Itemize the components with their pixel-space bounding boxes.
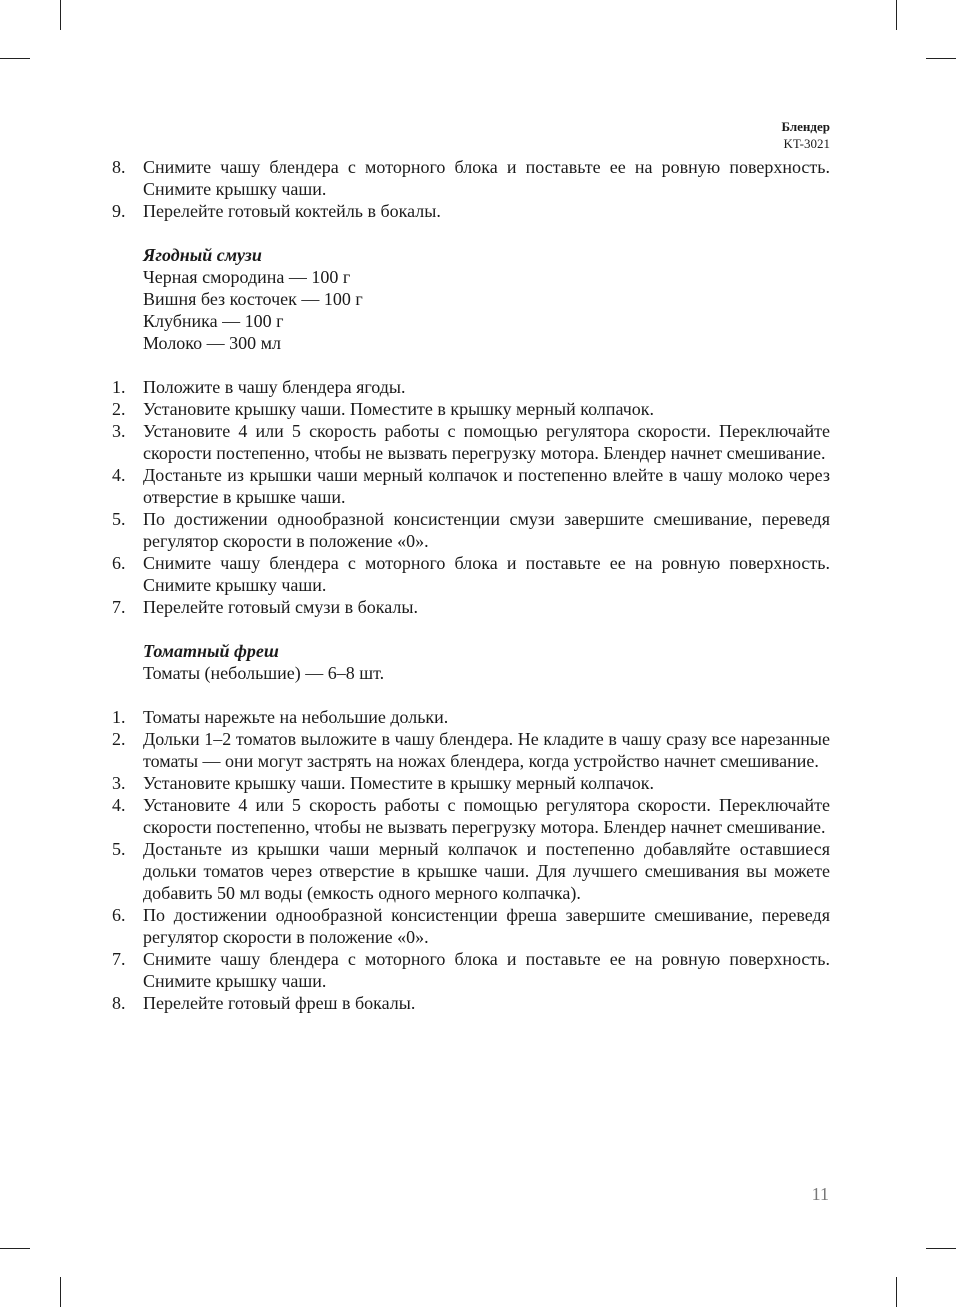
crop-mark [0,58,30,59]
list-item: 6. Снимите чашу блендера с моторного блока и поставьте ее на ровную поверхность. Снимите крышку чаши. [112,553,830,595]
ingredient: Томаты (небольшие) — 6–8 шт. [143,663,385,683]
crop-mark [60,1277,61,1307]
list-item: 2. Дольки 1–2 томатов выложите в чашу блендера. Не кладите в чашу сразу все нарезанные томаты — они могут застрять на ножах блендера, когда устройство начнет смешивание. [112,729,830,771]
ingredient: Молоко — 300 мл [143,333,282,353]
crop-mark [60,0,61,30]
smoothie-steps [112,376,830,618]
list-item: 1. Положите в чашу блендера ягоды. [112,377,406,397]
list-item: 7. Снимите чашу блендера с моторного блока и поставьте ее на ровную поверхность. Снимите крышку чаши. [112,949,830,991]
page-number: 11 [811,1184,829,1204]
list-item: 9. Перелейте готовый коктейль в бокалы. [112,201,441,221]
ingredient: Черная смородина — 100 г [143,267,351,287]
fresh-recipe [143,640,830,684]
crop-mark [0,1248,30,1249]
smoothie-recipe [143,244,830,354]
list-item: 3. Установите 4 или 5 скорость работы с помощью регулятора скорости. Переключайте скорости постепенно, чтобы не вызвать перегрузку мотора. Блендер начнет смешивание. [112,421,830,463]
recipe-title: Ягодный смузи [143,245,262,265]
list-item: 2. Установите крышку чаши. Поместите в крышку мерный колпачок. [112,399,655,419]
crop-mark [926,58,956,59]
list-item: 8. Снимите чашу блендера с моторного блока и поставьте ее на ровную поверхность. Снимите крышку чаши. [112,157,830,199]
header-model: KT-3021 [783,136,830,151]
page-content [112,156,830,1014]
ingredient: Клубника — 100 г [143,311,284,331]
header-title: Блендер [781,119,830,134]
crop-mark [926,1248,956,1249]
list-item: 8. Перелейте готовый фреш в бокалы. [112,993,416,1013]
list-item: 5. По достижении однообразной консистенции смузи завершите смешивание, переведя регулятор скорости в положение «0». [112,509,830,551]
recipe-title: Томатный фреш [143,641,279,661]
list-item: 1. Томаты нарежьте на небольшие дольки. [112,707,449,727]
running-header [781,118,830,152]
ingredient: Вишня без косточек — 100 г [143,289,363,309]
list-item: 6. По достижении однообразной консистенции фреша завершите смешивание, переведя регулятор скорости в положение «0». [112,905,830,947]
crop-mark [896,0,897,30]
list-item: 5. Достаньте из крышки чаши мерный колпачок и постепенно добавляйте оставшиеся дольки томатов через отверстие в крышке чаши. Для лучшего смешивания вы можете добавить 50 мл воды (емкость одного мерного колпачка). [112,839,830,903]
crop-mark [896,1277,897,1307]
list-item: 7. Перелейте готовый смузи в бокалы. [112,597,418,617]
list-item: 4. Установите 4 или 5 скорость работы с помощью регулятора скорости. Переключайте скорости постепенно, чтобы не вызвать перегрузку мотора. Блендер начнет смешивание. [112,795,830,837]
fresh-steps [112,706,830,1014]
list-item: 3. Установите крышку чаши. Поместите в крышку мерный колпачок. [112,773,655,793]
continued-steps [112,156,830,222]
list-item: 4. Достаньте из крышки чаши мерный колпачок и постепенно влейте в чашу молоко через отверстие в крышке чаши. [112,465,830,507]
